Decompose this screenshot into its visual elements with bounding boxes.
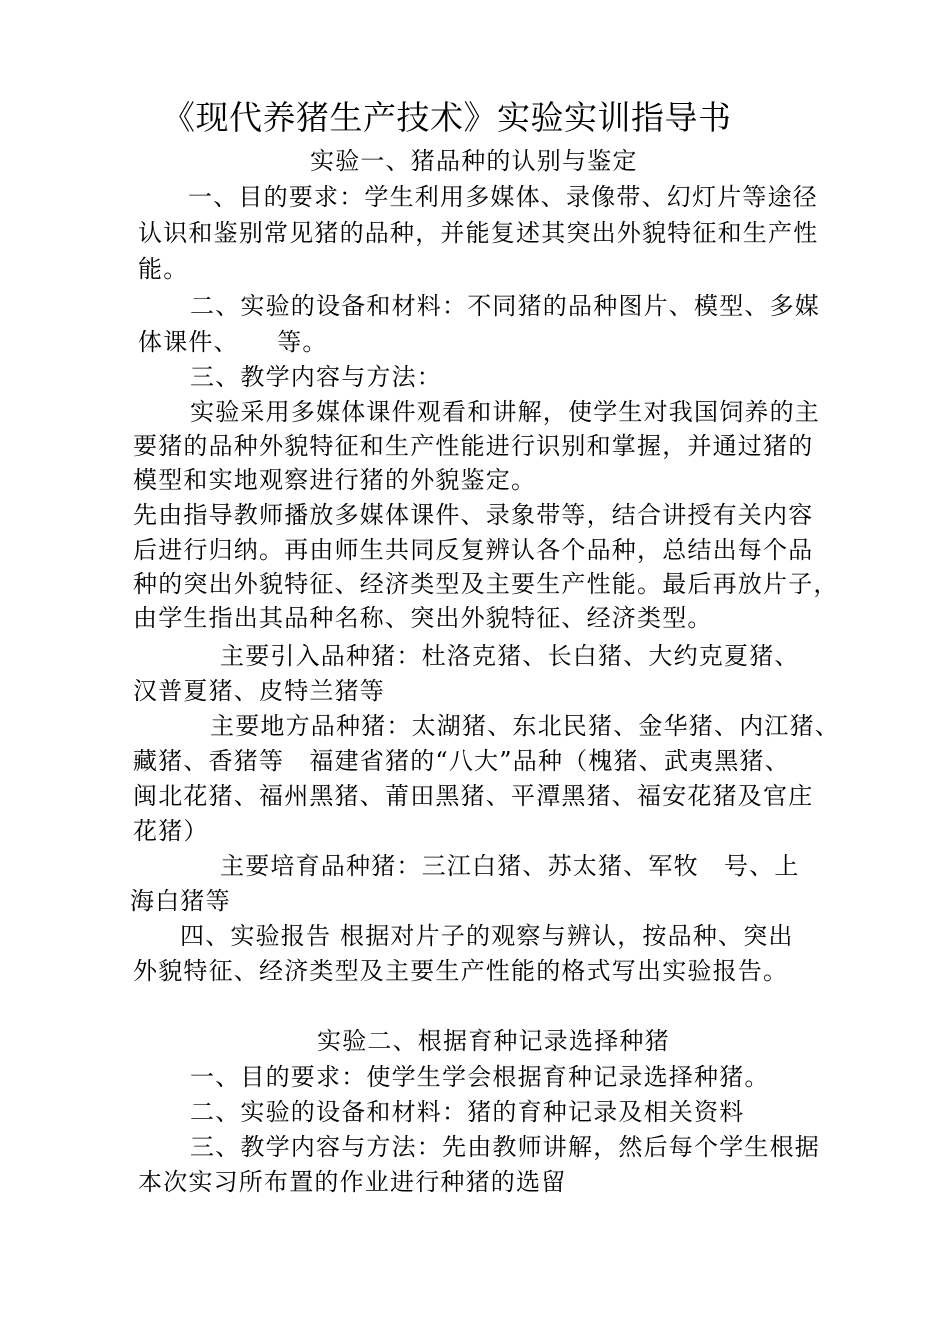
paragraph-line: 主要培育品种猪：三江白猪、苏太猪、军牧 号、上 <box>220 852 800 880</box>
paragraph-line: 外貌特征、经济类型及主要生产性能的格式写出实验报告。 <box>133 957 789 985</box>
document-title: 《现代养猪生产技术》实验实训指导书 <box>162 98 732 137</box>
paragraph-line: 四、实验报告 根据对片子的观察与辨认，按品种、突出 <box>180 922 794 950</box>
exp2-heading: 实验二、根据育种记录选择种猪 <box>317 1027 670 1055</box>
paragraph-line: 三、教学内容与方法： <box>190 363 442 391</box>
paragraph-line: 一、目的要求：使学生学会根据育种记录选择种猪。 <box>190 1063 770 1091</box>
paragraph-line: 体课件、 等。 <box>138 328 328 356</box>
paragraph-line: 二、实验的设备和材料：不同猪的品种图片、模型、多媒 <box>190 292 820 320</box>
paragraph-line: 实验采用多媒体课件观看和讲解，使学生对我国饲养的主 <box>190 398 820 426</box>
paragraph-line: 后进行归纳。再由师生共同反复辨认各个品种，总结出每个品 <box>133 536 814 564</box>
paragraph-line: 主要引入品种猪：杜洛克猪、长白猪、大约克夏猪、 <box>220 642 800 670</box>
paragraph-line: 主要地方品种猪：太湖猪、东北民猪、金华猪、内江猪、 <box>210 712 840 740</box>
paragraph-line: 海白猪等 <box>130 887 231 915</box>
paragraph-line: 闽北花猪、福州黑猪、莆田黑猪、平潭黑猪、福安花猪及官庄 <box>133 782 814 810</box>
paragraph-line: 一、目的要求：学生利用多媒体、录像带、幻灯片等途径 <box>188 183 818 211</box>
paragraph-line: 二、实验的设备和材料：猪的育种记录及相关资料 <box>190 1098 745 1126</box>
paragraph-line: 花猪） <box>133 817 209 845</box>
paragraph-line: 由学生指出其品种名称、突出外貌特征、经济类型。 <box>133 604 713 632</box>
paragraph-line: 要猪的品种外貌特征和生产性能进行识别和掌握，并通过猪的 <box>133 432 814 460</box>
paragraph-line: 模型和实地观察进行猪的外貌鉴定。 <box>133 466 537 494</box>
paragraph-line: 本次实习所布置的作业进行种猪的选留 <box>138 1168 567 1196</box>
paragraph-line: 藏猪、香猪等 福建省猪的“八大”品种（槐猪、武夷黑猪、 <box>133 747 790 775</box>
paragraph-line: 汉普夏猪、皮特兰猪等 <box>133 677 385 705</box>
paragraph-line: 先由指导教师播放多媒体课件、录象带等，结合讲授有关内容 <box>133 501 814 529</box>
paragraph-line: 认识和鉴别常见猪的品种，并能复述其突出外貌特征和生产性 <box>138 219 819 247</box>
paragraph-line: 三、教学内容与方法：先由教师讲解，然后每个学生根据 <box>190 1133 820 1161</box>
paragraph-line: 能。 <box>138 255 189 283</box>
exp1-heading: 实验一、猪品种的认别与鉴定 <box>310 147 638 175</box>
paragraph-line: 种的突出外貌特征、经济类型及主要生产性能。最后再放片子， <box>133 570 839 598</box>
